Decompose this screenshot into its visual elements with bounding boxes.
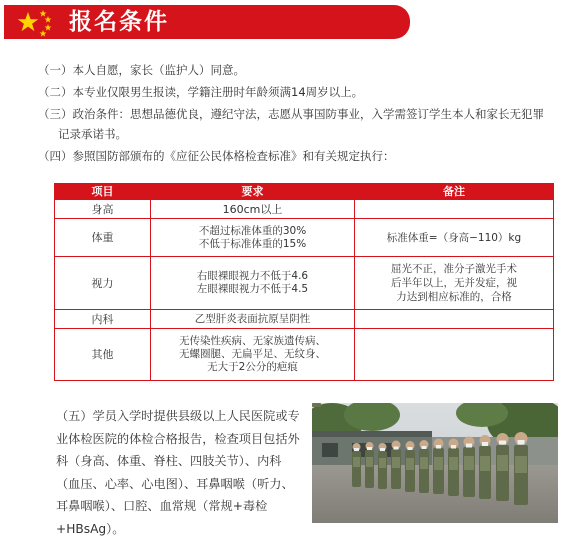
requirement-line: 无螺圈腿、无扁平足、无纹身、 bbox=[179, 348, 326, 360]
row-item: 其他 bbox=[55, 329, 151, 381]
list-item bbox=[38, 146, 558, 166]
table-row bbox=[55, 310, 554, 329]
row-requirement bbox=[151, 329, 355, 381]
row-requirement bbox=[151, 257, 355, 310]
row-requirement bbox=[151, 200, 355, 219]
row-item: 视力 bbox=[55, 257, 151, 310]
row-item: 体重 bbox=[55, 219, 151, 257]
row-note bbox=[355, 219, 554, 257]
note-line: 屈光不正，准分子激光手术 bbox=[391, 263, 517, 275]
list-item-text: （四）参照国防部颁布的《应征公民体格检查标准》和有关规定执行： bbox=[38, 149, 395, 163]
column-header-note: 备注 bbox=[355, 184, 554, 200]
table-row bbox=[55, 200, 554, 219]
section-banner bbox=[4, 5, 410, 39]
requirement-line: 不超过标准体重的30% bbox=[198, 224, 307, 237]
note-line: 后半年以上，无并发症，视 bbox=[391, 277, 517, 289]
requirement-line: 不低于标准体重的15% bbox=[198, 237, 307, 250]
row-requirement bbox=[151, 310, 355, 329]
students-in-camouflage-photo bbox=[312, 403, 558, 523]
list-item bbox=[38, 82, 558, 102]
list-item-text: （三）政治条件：思想品德优良，遵纪守法，志愿从事国防事业，入学需签订学生本人和家长无犯罪 bbox=[38, 107, 544, 121]
medical-report-paragraph bbox=[56, 405, 306, 539]
row-item: 身高 bbox=[55, 200, 151, 219]
row-requirement bbox=[151, 219, 355, 257]
list-item-text: （二）本专业仅限男生报读，学籍注册时年龄须满14周岁以上。 bbox=[38, 85, 364, 99]
paragraph-line: （五）学员入学时提供县级以上人民医院或专 bbox=[56, 409, 300, 423]
note-line: 力达到相应标准的，合格 bbox=[396, 291, 512, 303]
paragraph-line: （血压、心率、心电图）、耳鼻咽喉（听力、 bbox=[56, 476, 294, 491]
paragraph-line: 业体检医院的体检合格报告，检查项目包括外 bbox=[56, 431, 300, 446]
row-note bbox=[355, 329, 554, 381]
requirements-list bbox=[38, 60, 558, 168]
requirement-line: 乙型肝炎表面抗原呈阴性 bbox=[194, 312, 311, 325]
column-header-requirement: 要求 bbox=[151, 184, 355, 200]
table-header-row bbox=[55, 184, 554, 200]
requirement-line: 右眼裸眼视力不低于4.6 bbox=[196, 270, 309, 282]
requirement-line: 左眼裸眼视力不低于4.5 bbox=[196, 283, 309, 295]
stars-icon bbox=[16, 9, 56, 37]
page-title: 报名条件 bbox=[69, 9, 169, 35]
paragraph-line: +HBsAg）。 bbox=[56, 521, 125, 536]
physical-requirements-table bbox=[54, 183, 554, 381]
paragraph-line: 科（身高、体重、脊柱、四肢关节）、内科 bbox=[56, 454, 282, 468]
table-row bbox=[55, 219, 554, 257]
row-note bbox=[355, 257, 554, 310]
list-item-text: （一）本人自愿，家长（监护人）同意。 bbox=[38, 63, 245, 77]
row-note bbox=[355, 310, 554, 329]
table-row bbox=[55, 329, 554, 381]
list-item-continuation: 记录承诺书。 bbox=[58, 127, 127, 141]
column-header-item: 项目 bbox=[55, 184, 151, 200]
students-photo bbox=[312, 403, 558, 523]
row-note bbox=[355, 200, 554, 219]
paragraph-line: 耳鼻咽喉）、口腔、血常规（常规+毒检 bbox=[56, 499, 268, 513]
row-item: 内科 bbox=[55, 310, 151, 329]
list-item bbox=[38, 60, 558, 80]
requirement-line: 无传染性疾病、无家族遗传病、 bbox=[179, 335, 326, 347]
list-item bbox=[38, 104, 558, 144]
table-row bbox=[55, 257, 554, 310]
requirement-line: 无大于2公分的疤痕 bbox=[207, 361, 298, 373]
note-line: 标准体重=（身高−110）kg bbox=[386, 231, 522, 244]
requirement-line: 160cm以上 bbox=[222, 202, 283, 216]
